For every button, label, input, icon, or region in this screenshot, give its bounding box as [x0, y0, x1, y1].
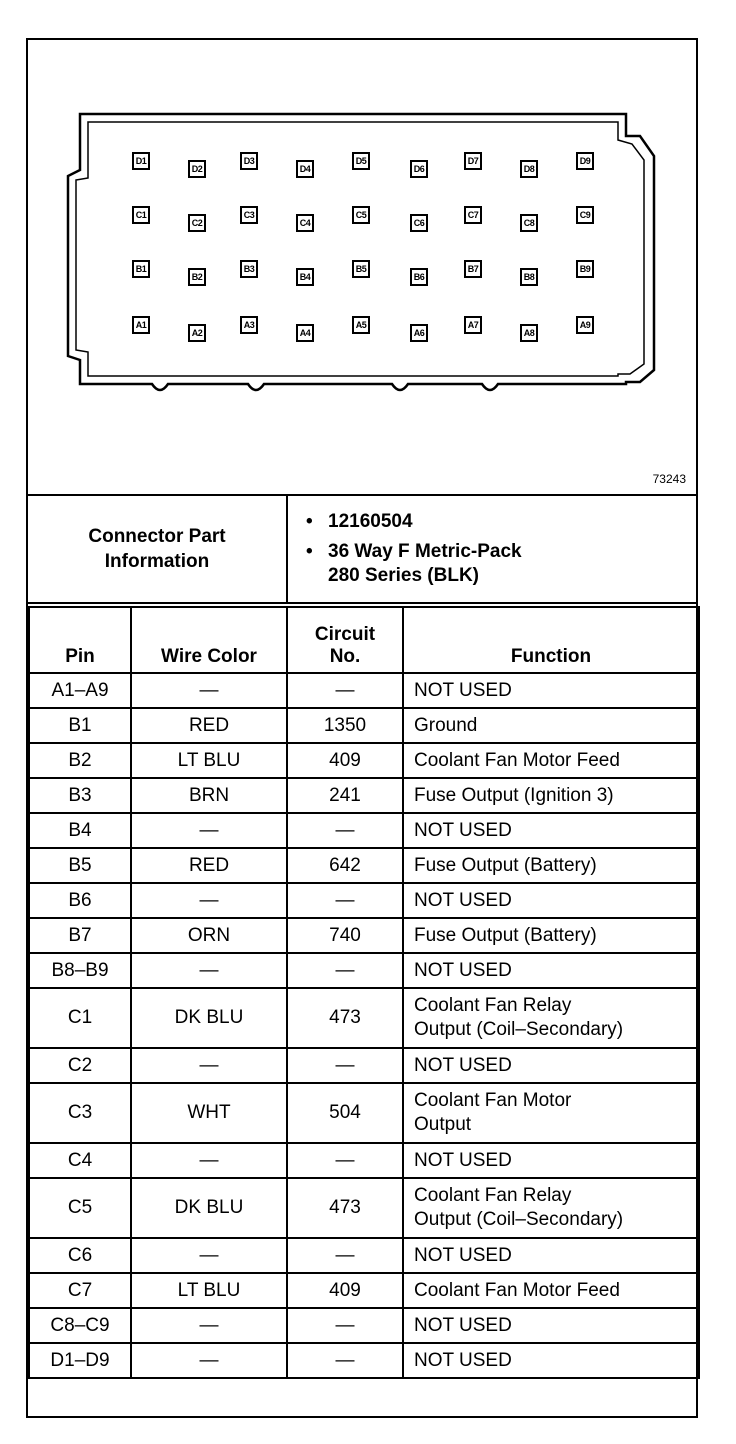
connector-pin-b4: B4 [296, 268, 314, 286]
connector-pin-d9: D9 [576, 152, 594, 170]
function-line1: Coolant Fan Relay [414, 995, 572, 1016]
pin-cell: C2 [29, 1048, 131, 1083]
wire-color-cell: ORN [131, 918, 287, 953]
table-row [29, 778, 699, 813]
table-row [29, 673, 699, 708]
circuit-cell: 473 [287, 988, 403, 1048]
table-row [29, 1178, 699, 1238]
connector-pin-d7: D7 [464, 152, 482, 170]
table-row [29, 1343, 699, 1378]
wire-color-cell: — [131, 1143, 287, 1178]
table-row [29, 1308, 699, 1343]
connector-pin-c8: C8 [520, 214, 538, 232]
figure-number: 73243 [652, 472, 686, 486]
connector-pin-d2: D2 [188, 160, 206, 178]
connector-pin-b1: B1 [132, 260, 150, 278]
circuit-cell: 409 [287, 743, 403, 778]
wire-color-cell: DK BLU [131, 988, 287, 1048]
wire-color-cell: — [131, 1048, 287, 1083]
connector-pin-d3: D3 [240, 152, 258, 170]
pin-cell: C1 [29, 988, 131, 1048]
connector-pin-a7: A7 [464, 316, 482, 334]
circuit-cell: 740 [287, 918, 403, 953]
wire-color-cell: — [131, 1343, 287, 1378]
description-line2: 280 Series (BLK) [328, 565, 480, 586]
circuit-cell: — [287, 883, 403, 918]
header-circuit-line1: Circuit [314, 624, 376, 645]
pin-cell: C6 [29, 1238, 131, 1273]
wire-color-cell: — [131, 1238, 287, 1273]
part-number: • 12160504 [290, 510, 690, 534]
info-label [28, 496, 288, 602]
function-cell: NOT USED [403, 1238, 699, 1273]
connector-pin-a4: A4 [296, 324, 314, 342]
function-cell [403, 988, 699, 1048]
circuit-cell: — [287, 813, 403, 848]
pin-cell: C5 [29, 1178, 131, 1238]
header-circuit [287, 607, 403, 673]
wire-color-cell: BRN [131, 778, 287, 813]
connector-pin-c9: C9 [576, 206, 594, 224]
connector-pin-a2: A2 [188, 324, 206, 342]
pin-cell: C3 [29, 1083, 131, 1143]
wire-color-cell: RED [131, 708, 287, 743]
function-cell: Coolant Fan Motor Feed [403, 1273, 699, 1308]
circuit-cell: — [287, 1343, 403, 1378]
table-row [29, 1083, 699, 1143]
circuit-cell: — [287, 673, 403, 708]
pin-cell: B2 [29, 743, 131, 778]
connector-description [290, 540, 690, 588]
function-cell: NOT USED [403, 1143, 699, 1178]
info-label-line2: Information [104, 551, 210, 572]
pin-cell: B6 [29, 883, 131, 918]
circuit-cell: — [287, 1308, 403, 1343]
connector-pin-c4: C4 [296, 214, 314, 232]
connector-pin-d5: D5 [352, 152, 370, 170]
table-row [29, 883, 699, 918]
pin-cell: A1–A9 [29, 673, 131, 708]
connector-diagram [28, 40, 696, 496]
connector-pin-b5: B5 [352, 260, 370, 278]
connector-pin-b9: B9 [576, 260, 594, 278]
circuit-cell: — [287, 1048, 403, 1083]
connector-pin-c6: C6 [410, 214, 428, 232]
connector-pin-d6: D6 [410, 160, 428, 178]
pin-cell: C4 [29, 1143, 131, 1178]
pin-cell: D1–D9 [29, 1343, 131, 1378]
function-cell [403, 1178, 699, 1238]
function-cell: NOT USED [403, 813, 699, 848]
function-cell [403, 1083, 699, 1143]
description-line1: 36 Way F Metric-Pack [328, 541, 522, 562]
function-cell: NOT USED [403, 953, 699, 988]
function-line1: Coolant Fan Motor [414, 1090, 572, 1111]
circuit-cell: 473 [287, 1178, 403, 1238]
circuit-cell: 504 [287, 1083, 403, 1143]
function-cell: NOT USED [403, 1343, 699, 1378]
function-cell: Coolant Fan Motor Feed [403, 743, 699, 778]
wire-color-cell: DK BLU [131, 1178, 287, 1238]
pinout-table [28, 606, 700, 1379]
connector-pin-a8: A8 [520, 324, 538, 342]
pin-cell: B4 [29, 813, 131, 848]
header-function: Function [403, 607, 699, 673]
connector-pin-c2: C2 [188, 214, 206, 232]
function-line2: Output (Coil–Secondary) [414, 1019, 624, 1040]
function-cell: NOT USED [403, 1308, 699, 1343]
pin-cell: B5 [29, 848, 131, 883]
connector-pin-b8: B8 [520, 268, 538, 286]
circuit-cell: 642 [287, 848, 403, 883]
connector-pin-c3: C3 [240, 206, 258, 224]
function-cell: Fuse Output (Ignition 3) [403, 778, 699, 813]
connector-pin-a9: A9 [576, 316, 594, 334]
header-pin: Pin [29, 607, 131, 673]
header-circuit-line2: No. [329, 646, 361, 667]
circuit-cell: 1350 [287, 708, 403, 743]
connector-pin-c7: C7 [464, 206, 482, 224]
pin-cell: B1 [29, 708, 131, 743]
connector-pin-a3: A3 [240, 316, 258, 334]
wire-color-cell: LT BLU [131, 743, 287, 778]
function-cell: Ground [403, 708, 699, 743]
connector-sheet [26, 38, 698, 1418]
connector-pin-d1: D1 [132, 152, 150, 170]
table-row [29, 988, 699, 1048]
info-values [290, 510, 690, 594]
function-cell: Fuse Output (Battery) [403, 918, 699, 953]
table-header-row [29, 607, 699, 673]
table-row [29, 953, 699, 988]
pin-cell: B3 [29, 778, 131, 813]
wire-color-cell: — [131, 953, 287, 988]
connector-pin-c1: C1 [132, 206, 150, 224]
connector-part-info [28, 496, 696, 604]
wire-color-cell: — [131, 883, 287, 918]
table-row [29, 1238, 699, 1273]
function-cell: NOT USED [403, 883, 699, 918]
table-row [29, 1143, 699, 1178]
wire-color-cell: — [131, 1308, 287, 1343]
table-row [29, 918, 699, 953]
function-line2: Output [414, 1114, 472, 1135]
circuit-cell: — [287, 1143, 403, 1178]
function-line1: Coolant Fan Relay [414, 1185, 572, 1206]
connector-pin-c5: C5 [352, 206, 370, 224]
connector-pin-a5: A5 [352, 316, 370, 334]
table-row [29, 813, 699, 848]
pin-cell: B8–B9 [29, 953, 131, 988]
header-wire-color: Wire Color [131, 607, 287, 673]
wire-color-cell: LT BLU [131, 1273, 287, 1308]
connector-pin-a1: A1 [132, 316, 150, 334]
connector-pin-a6: A6 [410, 324, 428, 342]
wire-color-cell: WHT [131, 1083, 287, 1143]
function-line2: Output (Coil–Secondary) [414, 1209, 624, 1230]
table-row [29, 848, 699, 883]
table-row [29, 1273, 699, 1308]
circuit-cell: — [287, 1238, 403, 1273]
connector-pin-d8: D8 [520, 160, 538, 178]
circuit-cell: 409 [287, 1273, 403, 1308]
wire-color-cell: — [131, 673, 287, 708]
circuit-cell: 241 [287, 778, 403, 813]
pin-cell: B7 [29, 918, 131, 953]
connector-pin-d4: D4 [296, 160, 314, 178]
function-cell: NOT USED [403, 1048, 699, 1083]
wire-color-cell: — [131, 813, 287, 848]
table-row [29, 1048, 699, 1083]
function-cell: Fuse Output (Battery) [403, 848, 699, 883]
table-row [29, 743, 699, 778]
circuit-cell: — [287, 953, 403, 988]
connector-pin-b6: B6 [410, 268, 428, 286]
connector-pin-b3: B3 [240, 260, 258, 278]
pin-cell: C7 [29, 1273, 131, 1308]
function-cell: NOT USED [403, 673, 699, 708]
connector-pin-b7: B7 [464, 260, 482, 278]
info-label-line1: Connector Part [88, 526, 226, 547]
connector-pin-b2: B2 [188, 268, 206, 286]
wire-color-cell: RED [131, 848, 287, 883]
table-row [29, 708, 699, 743]
pin-cell: C8–C9 [29, 1308, 131, 1343]
